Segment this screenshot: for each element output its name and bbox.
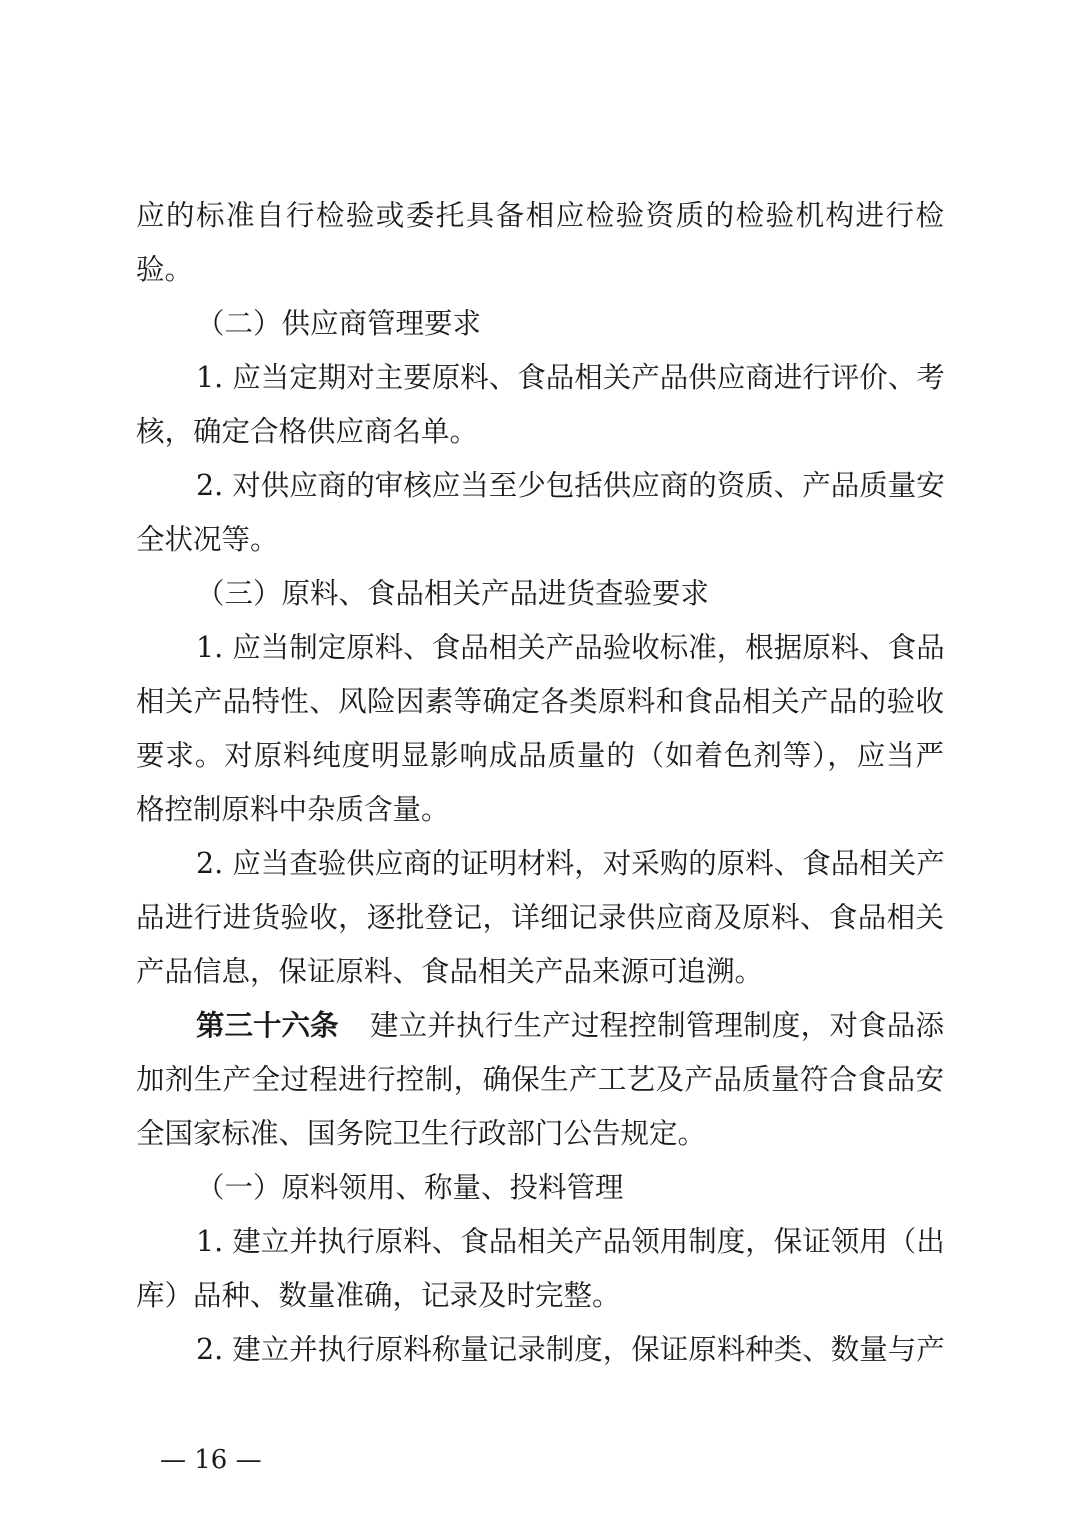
- text-line-15: 产品信息，保证原料、食品相关产品来源可追溯。: [136, 955, 764, 988]
- section-heading-materials: （一）原料领用、称量、投料管理: [196, 1171, 624, 1204]
- text-line-5: 核，确定合格供应商名单。: [136, 415, 479, 448]
- text-line-6: 2. 对供应商的审核应当至少包括供应商的资质、产品质量安: [196, 469, 945, 502]
- section-heading-supplier: （二）供应商管理要求: [196, 307, 482, 340]
- text-line-14: 品进行进货验收，逐批登记，详细记录供应商及原料、食品相关: [136, 901, 944, 934]
- text-line-13: 2. 应当查验供应商的证明材料，对采购的原料、食品相关产: [196, 847, 945, 880]
- text-line-2: 验。: [136, 253, 194, 286]
- text-line-1: 应的标准自行检验或委托具备相应检验资质的检验机构进行检: [136, 199, 944, 232]
- text-line-16: 建立并执行生产过程控制管理制度，对食品添: [370, 1009, 944, 1042]
- text-line-12: 格控制原料中杂质含量。: [136, 793, 450, 826]
- article-heading: 第三十六条: [196, 1009, 339, 1042]
- text-line-10: 相关产品特性、风险因素等确定各类原料和食品相关产品的验收: [136, 685, 944, 718]
- page-number: — 16 —: [160, 1445, 262, 1475]
- text-line-18: 全国家标准、国务院卫生行政部门公告规定。: [136, 1117, 707, 1150]
- text-line-20: 1. 建立并执行原料、食品相关产品领用制度，保证领用（出: [196, 1225, 945, 1258]
- text-line-4: 1. 应当定期对主要原料、食品相关产品供应商进行评价、考: [196, 361, 945, 394]
- text-line-11: 要求。对原料纯度明显影响成品质量的（如着色剂等），应当严: [136, 739, 944, 772]
- text-line-9: 1. 应当制定原料、食品相关产品验收标准，根据原料、食品: [196, 631, 945, 664]
- text-line-21: 库）品种、数量准确，记录及时完整。: [136, 1279, 621, 1312]
- section-heading-inspection: （三）原料、食品相关产品进货查验要求: [196, 577, 710, 610]
- text-line-7: 全状况等。: [136, 523, 279, 556]
- text-line-22: 2. 建立并执行原料称量记录制度，保证原料种类、数量与产: [196, 1333, 945, 1366]
- text-line-17: 加剂生产全过程进行控制，确保生产工艺及产品质量符合食品安: [136, 1063, 944, 1096]
